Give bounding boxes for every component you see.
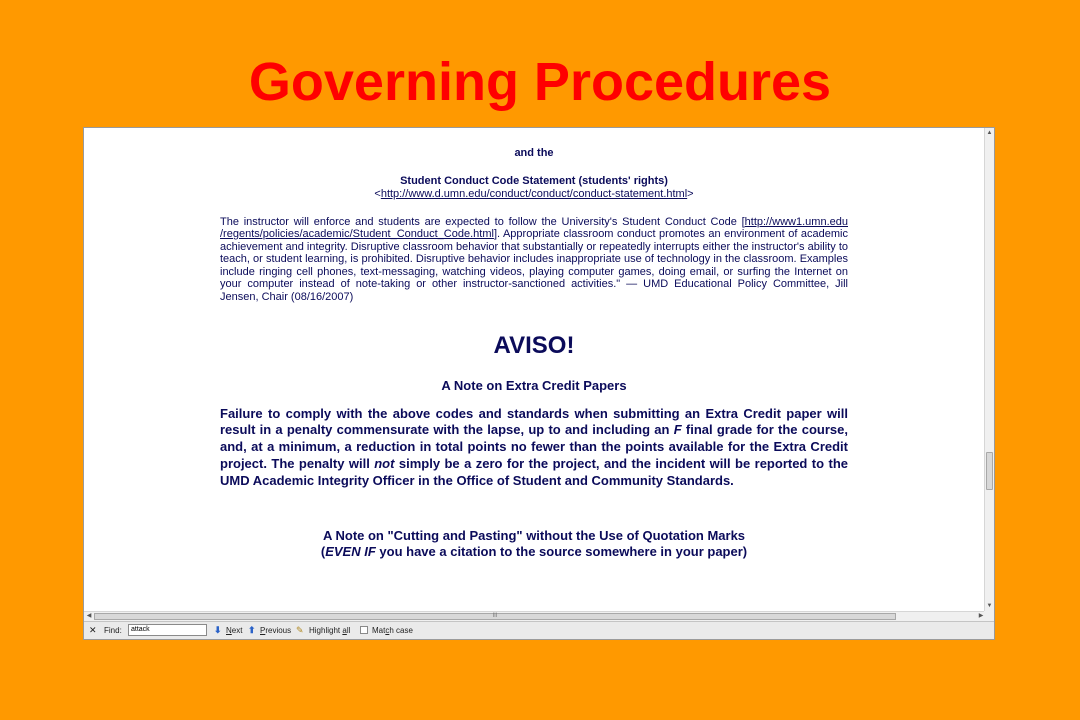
highlighter-icon[interactable]: ✎ [296,625,304,635]
subtitle-rest: you have a citation to the source somewhere in your paper) [375,543,748,559]
warning-not: not [374,456,395,472]
highlight-all-button[interactable]: Highlight all [309,626,351,635]
vertical-scrollbar[interactable] [984,128,994,611]
scroll-up-arrow[interactable]: ▲ [986,130,993,136]
conduct-code-paragraph [220,216,848,304]
extra-credit-warning [220,406,848,490]
subtitle-even-if: EVEN IF [325,543,376,559]
conduct-statement-link-line [220,188,848,202]
warning-part-1: Failure to comply with the above codes and standards when submitting an Extra Credit paper will result in a penalty commensurate with the lapse, up to and including an [220,405,848,438]
close-find-bar-icon[interactable]: ✕ [89,625,97,635]
subtitle-open-paren: ( [320,543,326,559]
document-viewport [84,128,986,611]
scroll-grip-icon: III [492,613,498,619]
student-conduct-code-link[interactable]: http://www1.umn.edu /regents/policies/academic/Student_Conduct_Code.html [220,215,848,241]
extra-credit-note-title: A Note on Extra Credit Papers [441,377,627,393]
slide-title: Governing Procedures [248,52,832,112]
match-case-checkbox[interactable] [360,626,368,634]
scroll-right-arrow[interactable]: ▶ [978,613,984,619]
document-content [220,128,848,560]
scroll-left-arrow[interactable]: ◀ [86,613,92,619]
warning-part-2: final grade for the course, and, at a minimum, a reduction in total points no fewer than the points available for the Extra Credit project. The penalty will [220,422,848,472]
and-the-text: and the [514,147,554,159]
vertical-scroll-thumb[interactable] [986,452,993,490]
link-close-bracket: > [687,188,694,200]
scroll-down-arrow[interactable]: ▼ [986,603,993,609]
down-arrow-icon[interactable]: ⬇ [214,625,222,635]
scrollbar-corner [984,611,994,621]
find-bar [84,621,994,639]
find-previous-button[interactable]: Previous [260,626,292,635]
conduct-statement-heading: Student Conduct Code Statement (students' rights) [400,175,668,187]
find-next-button[interactable]: Next [226,626,243,635]
aviso-heading: AVISO! [493,331,575,359]
find-input[interactable]: attack [128,624,207,636]
warning-f-grade: F [673,422,682,438]
up-arrow-icon[interactable]: ⬆ [248,625,256,635]
horizontal-scrollbar[interactable] [84,611,986,621]
browser-window [83,127,995,640]
cutting-pasting-subtitle [220,544,848,560]
paragraph-body: ]. Appropriate classroom conduct promotes an environment of academic achievement and integrity. Disruptive classroom behavior that substantially or repeatedly interrupts either the instructor's ability to teach, or student learning, is prohibited. Disruptive behavior includes inappropriate use of technology in the classroom. Examples include ringing cell phones, text-messaging, watching videos, playing computer games, doing email, or surfing the Internet on your computer instead of note-taking or other instructor-sanctioned activities." — UMD Educational Policy Committee, Jill Jensen, Chair (08/16/2007) [220,228,848,304]
paragraph-intro: The instructor will enforce and students are expected to follow the University's Student Conduct Code [ [220,215,745,228]
horizontal-scroll-thumb[interactable] [94,613,896,620]
conduct-statement-link[interactable]: http://www.d.umn.edu/conduct/conduct/conduct-statement.html [380,188,688,200]
find-label: Find: [104,626,122,635]
cutting-pasting-note-title: A Note on "Cutting and Pasting" without the Use of Quotation Marks [322,527,746,543]
warning-part-3: simply be a zero for the project, and the incident will be reported to the UMD Academic Integrity Officer in the Office of Student and Community Standards. [220,456,848,488]
link-open-bracket: < [374,188,381,200]
match-case-label[interactable]: Match case [372,626,413,635]
